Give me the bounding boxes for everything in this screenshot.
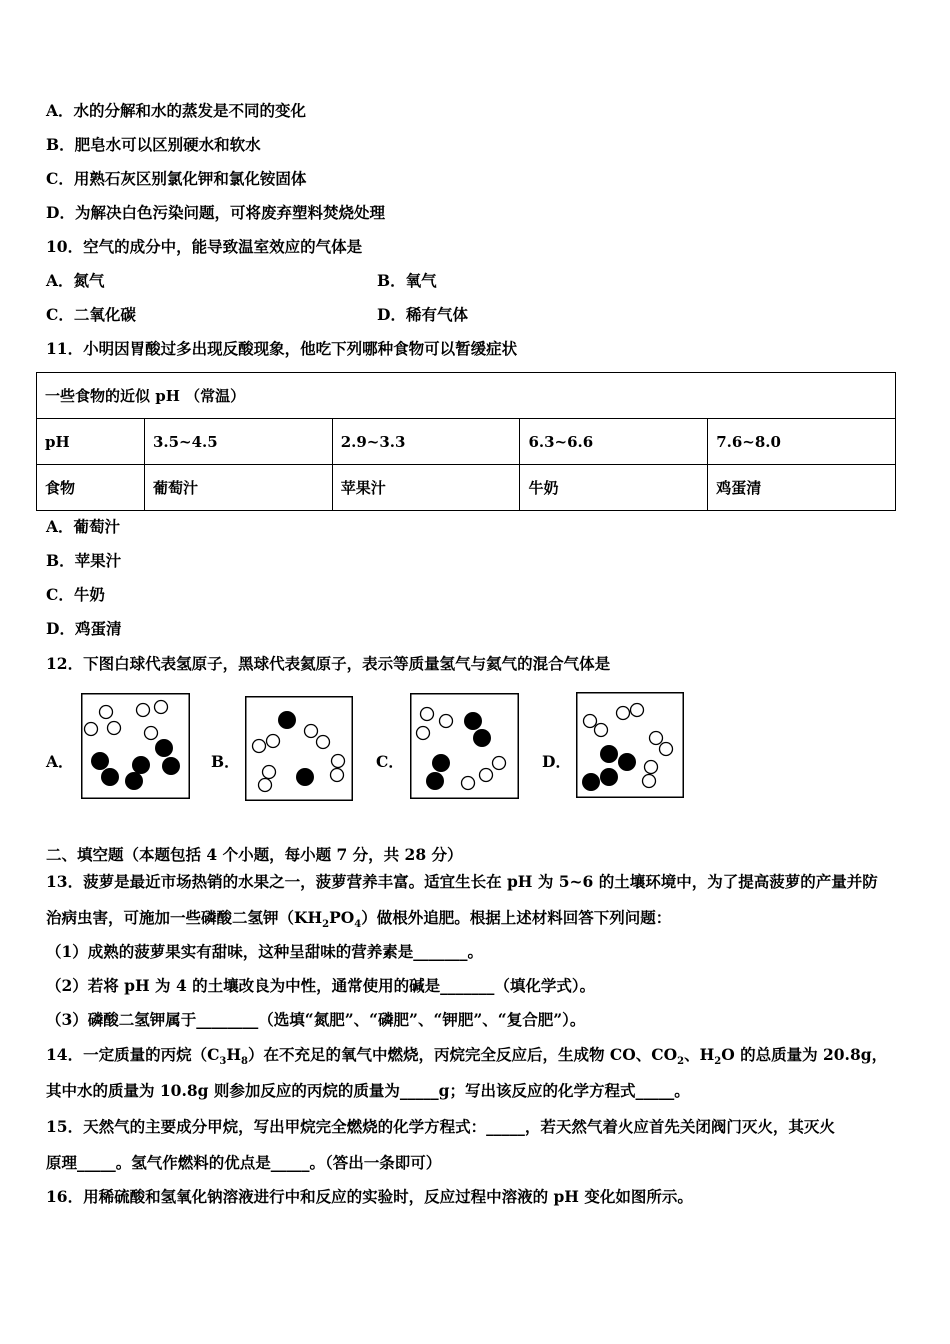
q9-option-a: A．水的分解和水的蒸发是不同的变化 xyxy=(46,101,307,120)
q10-stem: 10．空气的成分中，能导致温室效应的气体是 xyxy=(46,237,363,256)
table-row xyxy=(37,419,896,465)
table-row xyxy=(37,465,896,511)
q12-label-a: A． xyxy=(46,752,74,771)
table-cell: 牛奶 xyxy=(520,465,708,511)
q15-line1: 15．天然气的主要成分甲烷，写出甲烷完全燃烧的化学方程式：_____，若天然气着火应首先关闭阀门灭火，其灭火 xyxy=(46,1117,835,1136)
q11-option-a: A．葡萄汁 xyxy=(46,517,121,536)
table-cell: 食物 xyxy=(37,465,145,511)
q9-option-b: B．肥皂水可以区别硬水和软水 xyxy=(46,135,261,154)
q12-label-b: B． xyxy=(211,752,240,771)
table-cell: 6.3~6.6 xyxy=(520,419,708,465)
q13-part2: （2）若将 pH 为 4 的土壤改良为中性，通常使用的碱是_______（填化学式）。 xyxy=(46,976,596,995)
q14-line1: 14．一定质量的丙烷$(C_3H_8)$在不充足的氧气中燃烧，丙烷完全反应后，生成物 CO、$CO_2$、$H_2O$ 的总质量为 20.8g， xyxy=(46,1045,888,1068)
q9-option-d: D．为解决白色污染问题，可将废弃塑料焚烧处理 xyxy=(46,203,385,222)
molecule-diagram-d xyxy=(576,692,684,798)
section-header: 二、填空题（本题包括 4 个小题，每小题 7 分，共 28 分） xyxy=(46,845,463,864)
table-cell: 7.6~8.0 xyxy=(708,419,896,465)
q12-label-c: C． xyxy=(376,752,404,771)
q11-stem: 11．小明因胃酸过多出现反酸现象，他吃下列哪种食物可以暂缓症状 xyxy=(46,339,518,358)
q12-label-d: D． xyxy=(542,752,571,771)
table-cell: 苹果汁 xyxy=(332,465,520,511)
table-cell: pH xyxy=(37,419,145,465)
table-cell: 3.5~4.5 xyxy=(144,419,332,465)
q12-stem: 12．下图白球代表氢原子，黑球代表氦原子，表示等质量氢气与氦气的混合气体是 xyxy=(46,654,611,673)
molecule-diagram-b xyxy=(245,696,353,801)
q11-option-b: B．苹果汁 xyxy=(46,551,122,570)
q9-option-c: C．用熟石灰区别氯化钾和氯化铵固体 xyxy=(46,169,307,188)
q14-line2: 其中水的质量为 10.8g 则参加反应的丙烷的质量为_____g；写出该反应的化学方程式_____。 xyxy=(46,1081,690,1100)
q15-line2: 原理_____。氢气作燃料的优点是_____。（答出一条即可） xyxy=(46,1153,442,1172)
q10-option-c: C．二氧化碳 xyxy=(46,305,136,324)
molecule-diagram-a xyxy=(81,693,190,799)
q10-option-a: A．氮气 xyxy=(46,271,105,290)
q10-option-d: D．稀有气体 xyxy=(377,305,468,324)
q16-line1: 16．用稀硫酸和氢氧化钠溶液进行中和反应的实验时，反应过程中溶液的 pH 变化如图所示。 xyxy=(46,1187,693,1206)
table-cell: 葡萄汁 xyxy=(144,465,332,511)
table-title: 一些食物的近似 pH （常温） xyxy=(37,373,896,419)
q13-part3: （3）磷酸二氢钾属于________（选填“氮肥”、“磷肥”、“钾肥”、“复合肥”）。 xyxy=(46,1010,586,1029)
table-cell: 鸡蛋清 xyxy=(708,465,896,511)
q13-line2: 治病虫害，可施加一些磷酸二氢钾$(KH_2PO_4)$做根外追肥。根据上述材料回答下列问题： xyxy=(46,908,672,931)
table-cell: 2.9~3.3 xyxy=(332,419,520,465)
q10-option-b: B．氧气 xyxy=(377,271,437,290)
q13-part1: （1）成熟的菠萝果实有甜味，这种呈甜味的营养素是_______。 xyxy=(46,942,484,961)
molecule-diagram-c xyxy=(410,693,519,799)
table-row xyxy=(37,373,896,419)
q11-option-c: C．牛奶 xyxy=(46,585,105,604)
q11-option-d: D．鸡蛋清 xyxy=(46,619,122,638)
ph-table xyxy=(36,372,896,511)
q13-line1: 13．菠萝是最近市场热销的水果之一，菠萝营养丰富。适宜生长在 pH 为 5~6 的土壤环境中，为了提高菠萝的产量并防 xyxy=(46,872,878,891)
